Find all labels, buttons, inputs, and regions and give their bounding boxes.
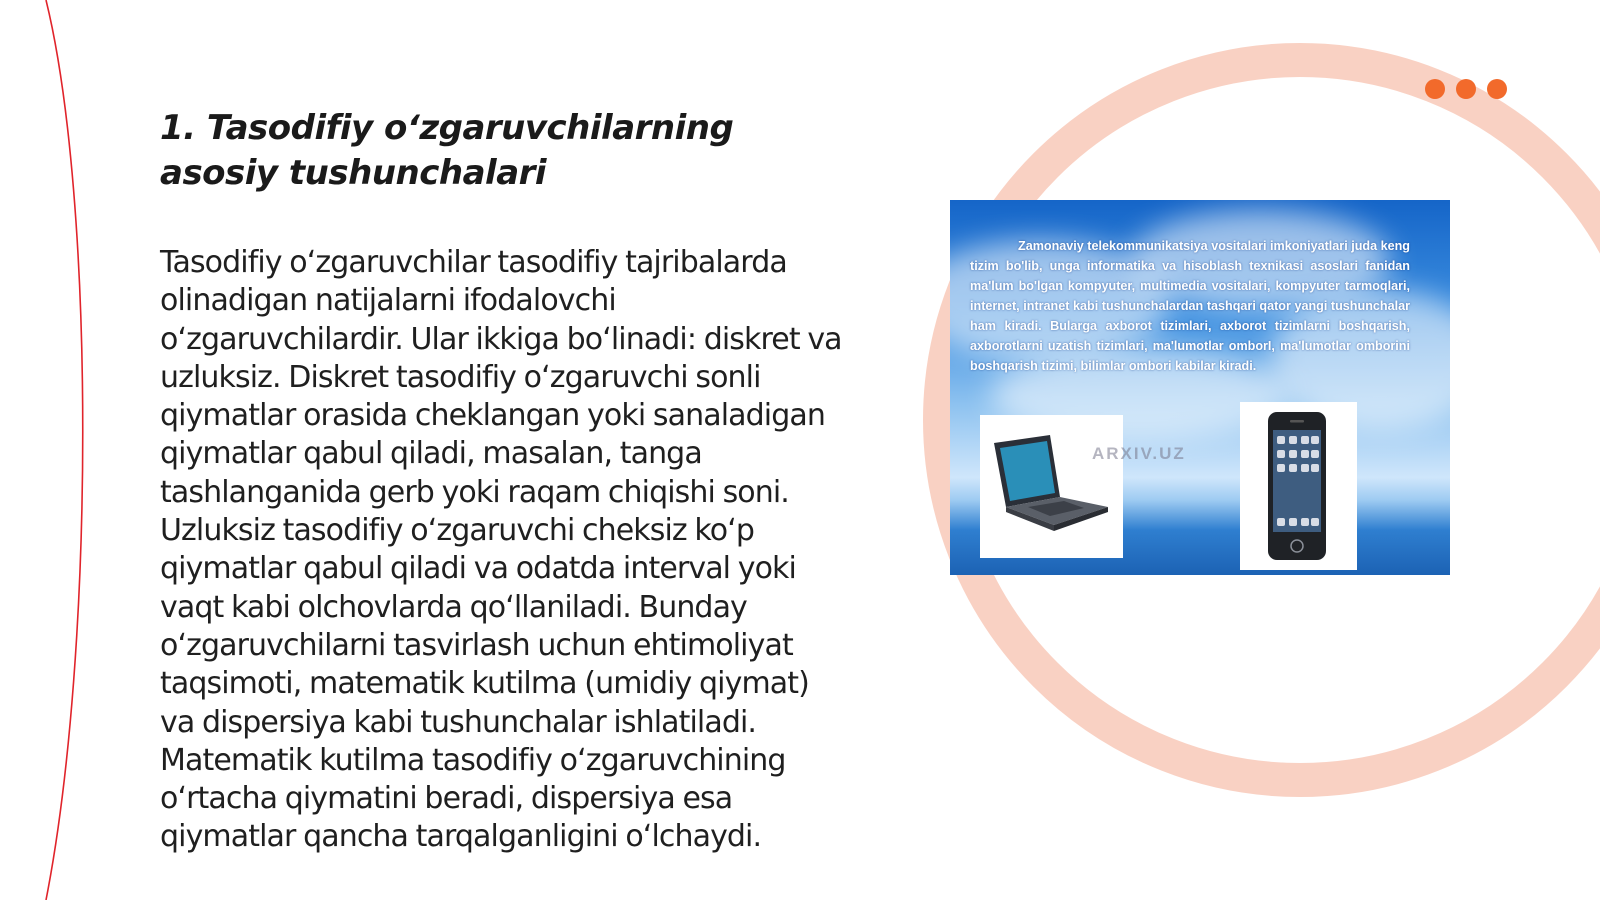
telecom-image [950, 200, 1450, 575]
watermark-text: ARXIV.UZ [1092, 444, 1186, 463]
laptop-picture [980, 415, 1123, 558]
dot-2 [1456, 79, 1476, 99]
smartphone-picture [1240, 402, 1357, 570]
menu-dots [1425, 79, 1507, 99]
laptop-icon [980, 415, 1123, 558]
image-paragraph: Zamonaviy telekommunikatsiya vositalari imkoniyatlari juda keng tizim bo'lib, unga informatika va hisoblash texnikasi asoslari fanidan ma'lum bo'lgan kompyuter, multimedia vositalari, kompyuter tarmoqlari, internet, intranet kabi tushunchalardan tashqari qator yangi tushunchalar ham kiradi. Bularga axborot tizimlari, axborot tizimlarni boshqarish, axborotlarni uzatish tizimlari, ma'lumotlar omborI, ma'lumotlar omborini boshqarish tizimi, bilimlar ombori kabilar kiradi. [970, 239, 1410, 373]
slide-body-text: Tasodifiy o‘zgaruvchilar tasodifiy tajribalarda olinadigan natijalarni ifodalovchi o‘zgaruvchilardir. Ular ikkiga bo‘linadi: diskret va uzluksiz. Diskret tasodifiy o‘zgaruvchi sonli qiymatlar orasida cheklangan yoki sanaladigan qiymatlar qabul qiladi, masalan, tanga tashlanganida gerb yoki raqam chiqishi soni. Uzluksiz tasodifiy o‘zgaruvchi cheksiz ko‘p qiymatlar qabul qiladi va odatda interval yoki vaqt kabi olchovlarda qo‘llaniladi. Bunday o‘zgaruvchilarni tasvirlash uchun ehtimoliyat taqsimoti, matematik kutilma (umidiy qiymat) va dispersiya kabi tushunchalar ishlatiladi. Matematik kutilma tasodifiy o‘zgaruvchining o‘rtacha qiymatini beradi, dispersiya esa qiymatlar qancha tarqalganligini o‘lchaydi. [160, 245, 842, 855]
slide-title: 1. Tasodifiy o‘zgaruvchilarning asosiy tushunchalari [160, 108, 734, 193]
dot-3 [1487, 79, 1507, 99]
smartphone-icon [1240, 402, 1357, 570]
dot-1 [1425, 79, 1445, 99]
left-red-curve [46, 0, 83, 900]
